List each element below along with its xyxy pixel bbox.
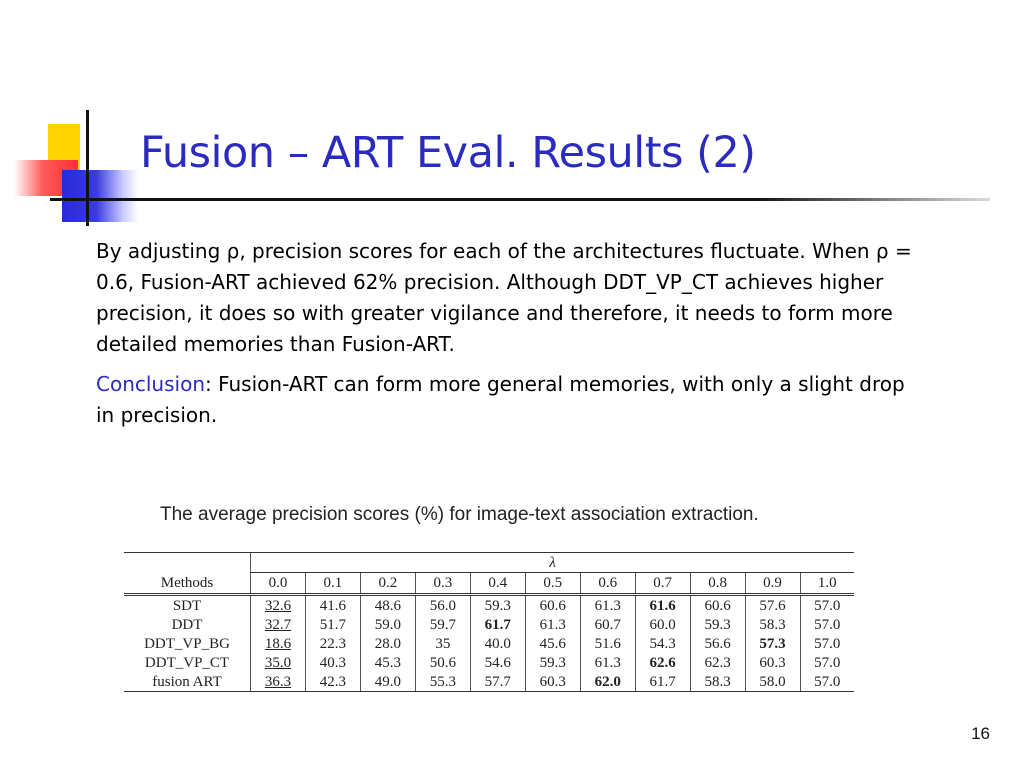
decor-blue-square [62, 170, 138, 222]
precision-value-cell [580, 672, 635, 692]
precision-value: 60.3 [759, 654, 786, 671]
precision-value-cell [800, 653, 854, 672]
precision-value-cell [251, 615, 306, 634]
precision-value: 62.0 [594, 673, 621, 690]
body-paragraph: By adjusting ρ, precision scores for each of the architectures fluctuate. When ρ = 0.6, Fusion-ART achieved 62% precision. Although DDT_VP_CT achieves higher precision, it does so with greater vigilance and therefore, it needs to form more detailed memories than Fusion-ART. [96, 239, 912, 356]
lambda-column-header: 0.0 [251, 573, 306, 595]
precision-value: 50.6 [429, 654, 456, 671]
precision-value: 57.0 [814, 597, 841, 614]
precision-value-cell [635, 615, 690, 634]
method-name-cell: DDT [171, 616, 203, 633]
precision-value-cell [525, 595, 580, 616]
precision-value-cell [415, 672, 470, 692]
precision-value: 32.7 [264, 616, 292, 633]
precision-value: 51.6 [594, 635, 621, 652]
precision-value-cell [360, 595, 415, 616]
lambda-column-header: 0.6 [580, 573, 635, 595]
precision-value-cell [251, 634, 306, 653]
precision-value: 61.6 [649, 597, 676, 614]
table-caption: The average precision scores (%) for image-text association extraction. [160, 504, 759, 525]
conclusion-label: Conclusion [96, 372, 205, 396]
precision-value-cell [690, 653, 745, 672]
precision-value: 57.0 [814, 616, 841, 633]
precision-value: 61.3 [539, 616, 566, 633]
precision-value-cell [305, 615, 360, 634]
method-name-cell: fusion ART [124, 672, 251, 692]
precision-value-cell [470, 634, 525, 653]
precision-value-cell [690, 615, 745, 634]
page-number: 16 [971, 724, 990, 743]
precision-value: 45.6 [539, 635, 566, 652]
precision-value: 58.3 [759, 616, 786, 633]
precision-value: 59.0 [374, 616, 401, 633]
precision-value: 41.6 [319, 597, 347, 614]
precision-value-cell [800, 634, 854, 653]
table-param-row [124, 553, 854, 573]
precision-value: 51.7 [319, 616, 347, 633]
precision-value: 58.3 [704, 673, 731, 690]
precision-value-cell [360, 615, 415, 634]
precision-value-cell [690, 634, 745, 653]
precision-value: 59.7 [429, 616, 456, 633]
precision-value-cell [635, 653, 690, 672]
lambda-column-header: 1.0 [800, 573, 854, 595]
precision-value-cell [470, 653, 525, 672]
precision-value-cell [745, 634, 800, 653]
precision-value-cell [580, 615, 635, 634]
precision-value: 57.6 [759, 597, 786, 614]
precision-value: 45.3 [374, 654, 401, 671]
lambda-header [251, 553, 855, 573]
precision-value-cell [525, 615, 580, 634]
slide-title: Fusion – ART Eval. Results (2) [140, 128, 756, 178]
precision-value: 59.3 [704, 616, 731, 633]
precision-value: 62.3 [704, 654, 731, 671]
precision-value: 35.0 [264, 654, 292, 671]
precision-value-cell [415, 595, 470, 616]
precision-value-cell [470, 595, 525, 616]
precision-value: 62.6 [649, 654, 676, 671]
precision-value: 57.0 [814, 654, 841, 671]
lambda-column-header: 0.9 [745, 573, 800, 595]
precision-value: 58.0 [759, 673, 786, 690]
precision-value-cell [690, 672, 745, 692]
precision-value: 28.0 [374, 635, 401, 652]
precision-value-cell [360, 672, 415, 692]
precision-value: 57.7 [484, 673, 511, 690]
method-name-cell: SDT [172, 597, 202, 614]
precision-value-cell [305, 595, 360, 616]
lambda-symbol: λ [549, 554, 556, 571]
precision-value-cell [525, 653, 580, 672]
precision-value: 56.0 [429, 597, 456, 614]
table-row [124, 653, 854, 672]
precision-value-cell [745, 653, 800, 672]
precision-value-cell [415, 634, 470, 653]
lambda-column-header: 0.7 [635, 573, 690, 595]
precision-value-cell [470, 672, 525, 692]
precision-value-cell [360, 634, 415, 653]
method-name-cell: DDT_VP_BG [144, 635, 230, 652]
precision-value-cell [415, 615, 470, 634]
precision-value-cell [580, 634, 635, 653]
precision-value: 36.3 [264, 673, 292, 690]
precision-value: 61.7 [649, 673, 676, 690]
precision-value-cell [800, 672, 854, 692]
decor-vertical-line [86, 110, 89, 226]
table-body [124, 595, 854, 692]
precision-value: 59.3 [539, 654, 566, 671]
precision-value-cell [580, 653, 635, 672]
precision-value-cell [305, 634, 360, 653]
precision-value-cell [251, 595, 306, 616]
precision-value-cell [415, 653, 470, 672]
conclusion-text: : Fusion-ART can form more general memories, with only a slight drop in precision. [96, 372, 905, 427]
precision-value: 60.0 [649, 616, 676, 633]
lambda-column-header: 0.8 [690, 573, 745, 595]
precision-value-cell [635, 595, 690, 616]
precision-value: 60.3 [539, 673, 566, 690]
precision-value-cell [635, 672, 690, 692]
precision-value-cell [745, 672, 800, 692]
lambda-column-header: 0.5 [525, 573, 580, 595]
methods-header: Methods [124, 573, 251, 595]
precision-value-cell [305, 672, 360, 692]
lambda-column-header: 0.4 [470, 573, 525, 595]
precision-value-cell [800, 595, 854, 616]
precision-value-cell [251, 653, 306, 672]
precision-value-cell [525, 634, 580, 653]
precision-value: 60.7 [594, 616, 621, 633]
precision-value-cell [745, 595, 800, 616]
precision-value: 60.6 [539, 597, 566, 614]
precision-value-cell [580, 595, 635, 616]
lambda-column-header: 0.1 [305, 573, 360, 595]
precision-value-cell [635, 634, 690, 653]
precision-value-cell [305, 653, 360, 672]
precision-value: 61.3 [594, 654, 621, 671]
precision-value: 57.3 [759, 635, 786, 652]
precision-value: 40.3 [319, 654, 347, 671]
table-row [124, 615, 854, 634]
precision-value: 22.3 [319, 635, 347, 652]
table-corner-cell [124, 553, 251, 573]
precision-value: 56.6 [704, 635, 731, 652]
table-row [124, 595, 854, 616]
precision-value-cell [745, 615, 800, 634]
lambda-column-header: 0.2 [360, 573, 415, 595]
precision-value: 48.6 [374, 597, 401, 614]
title-underline [50, 198, 990, 201]
precision-value-cell [360, 653, 415, 672]
precision-value: 59.3 [484, 597, 511, 614]
precision-value: 18.6 [264, 635, 292, 652]
lambda-column-header: 0.3 [415, 573, 470, 595]
precision-value: 40.0 [484, 635, 511, 652]
precision-value-cell [800, 615, 854, 634]
precision-value: 42.3 [319, 673, 347, 690]
precision-table [124, 552, 854, 692]
precision-value: 61.3 [594, 597, 621, 614]
precision-value: 35 [435, 635, 451, 652]
precision-value: 60.6 [704, 597, 731, 614]
method-name-cell: DDT_VP_CT [144, 654, 230, 671]
conclusion-paragraph [96, 369, 926, 431]
precision-value: 49.0 [374, 673, 401, 690]
table-header-row [124, 573, 854, 595]
precision-value: 55.3 [429, 673, 456, 690]
precision-value: 32.6 [264, 597, 292, 614]
precision-value: 57.0 [814, 635, 841, 652]
precision-value: 54.3 [649, 635, 676, 652]
precision-value: 54.6 [484, 654, 511, 671]
precision-value: 57.0 [814, 673, 841, 690]
precision-value: 61.7 [484, 616, 511, 633]
precision-value-cell [525, 672, 580, 692]
precision-value-cell [470, 615, 525, 634]
slide-body [96, 236, 926, 431]
precision-value-cell [251, 672, 306, 692]
table-row [124, 672, 854, 692]
precision-value-cell [690, 595, 745, 616]
table-row [124, 634, 854, 653]
